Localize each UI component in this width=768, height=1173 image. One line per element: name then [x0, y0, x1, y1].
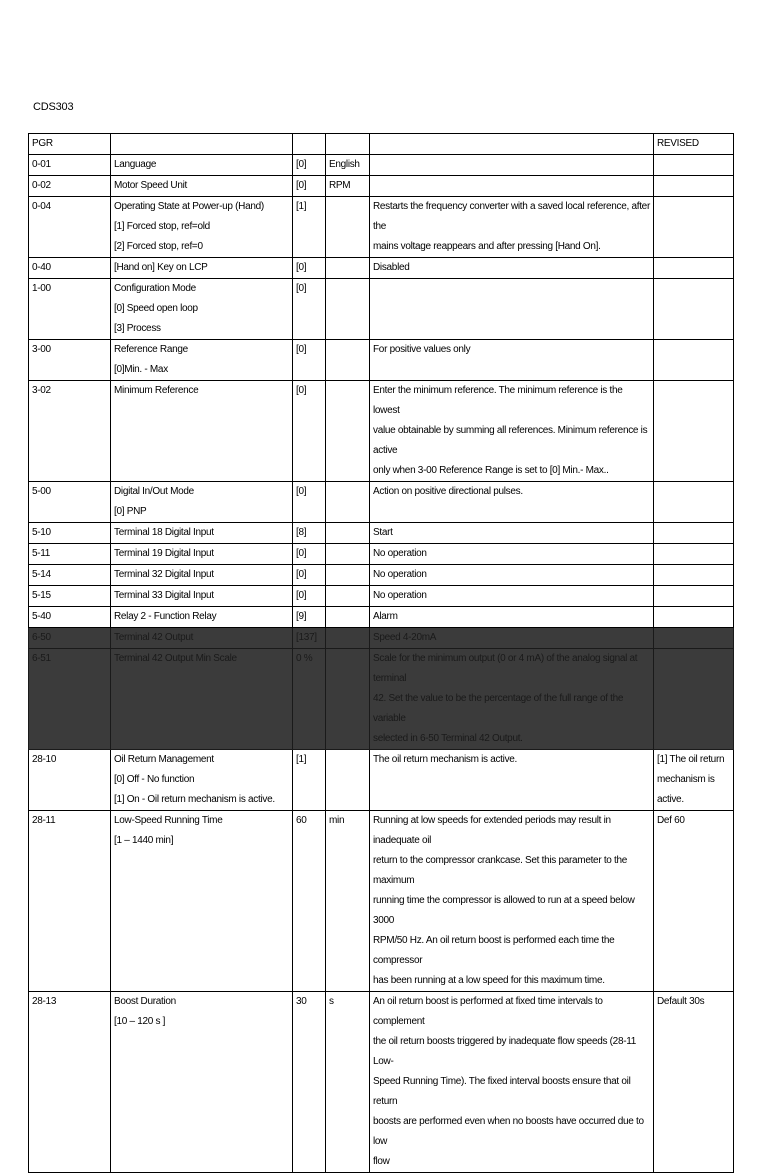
- pgr-cell: 0-40: [29, 258, 111, 279]
- notes-cell: [370, 176, 654, 197]
- notes-cell-line: the oil return boosts triggered by inadequate flow speeds (28-11 Low-: [373, 1036, 637, 1067]
- parameter-name-cell: [111, 628, 293, 649]
- parameter-name-cell: [111, 381, 293, 482]
- parameter-name-cell: [111, 992, 293, 1173]
- notes-cell-line: 42. Set the value to be the percentage of the full range of the variable: [373, 693, 624, 724]
- notes-cell-line: has been running at a low speed for this maximum time.: [373, 975, 605, 986]
- parameter-name-cell-line: Configuration Mode: [114, 283, 196, 294]
- notes-cell: [370, 649, 654, 750]
- revised-cell: [654, 279, 734, 340]
- notes-cell: [370, 340, 654, 381]
- pgr-cell: 5-14: [29, 565, 111, 586]
- revised-cell: [654, 750, 734, 811]
- unit-cell: min: [326, 811, 370, 992]
- parameter-table: [28, 133, 734, 1173]
- unit-cell: [326, 340, 370, 381]
- notes-cell: [370, 607, 654, 628]
- parameter-name-cell: [111, 155, 293, 176]
- table-row: [29, 992, 734, 1173]
- header-cell-value: [293, 134, 326, 155]
- parameter-name-cell-line: Terminal 42 Output Min Scale: [114, 653, 237, 664]
- parameter-name-cell: [111, 750, 293, 811]
- revised-cell: [654, 586, 734, 607]
- pgr-cell: 0-04: [29, 197, 111, 258]
- notes-cell-line: Start: [373, 527, 393, 538]
- notes-cell: [370, 544, 654, 565]
- notes-cell-line: Enter the minimum reference. The minimum reference is the lowest: [373, 385, 623, 416]
- parameter-name-cell-line: Terminal 19 Digital Input: [114, 548, 214, 559]
- unit-cell: [326, 544, 370, 565]
- notes-cell-line: No operation: [373, 569, 427, 580]
- parameter-name-cell-line: Boost Duration: [114, 996, 176, 1007]
- parameter-name-cell-line: [0] Off - No function: [114, 774, 195, 785]
- value-cell: 60: [293, 811, 326, 992]
- header-cell-notes: [370, 134, 654, 155]
- unit-cell: RPM: [326, 176, 370, 197]
- unit-cell: English: [326, 155, 370, 176]
- table-row: [29, 544, 734, 565]
- parameter-name-cell: [111, 258, 293, 279]
- revised-cell: [654, 340, 734, 381]
- notes-cell-line: Restarts the frequency converter with a saved local reference, after the: [373, 201, 650, 232]
- parameter-name-cell-line: [1 – 1440 min]: [114, 835, 174, 846]
- notes-cell: [370, 279, 654, 340]
- document-title: CDS303: [33, 101, 74, 113]
- table-row: [29, 811, 734, 992]
- unit-cell: [326, 649, 370, 750]
- parameter-name-cell-line: Terminal 32 Digital Input: [114, 569, 214, 580]
- value-cell: 30: [293, 992, 326, 1173]
- value-cell: [0]: [293, 482, 326, 523]
- revised-cell-line: active.: [657, 794, 684, 805]
- parameter-name-cell-line: Terminal 33 Digital Input: [114, 590, 214, 601]
- parameter-name-cell: [111, 176, 293, 197]
- table-row: [29, 197, 734, 258]
- parameter-name-cell-line: [Hand on] Key on LCP: [114, 262, 208, 273]
- header-cell-name: [111, 134, 293, 155]
- value-cell: [137]: [293, 628, 326, 649]
- parameter-name-cell-line: [10 – 120 s ]: [114, 1016, 166, 1027]
- notes-cell-line: return to the compressor crankcase. Set this parameter to the maximum: [373, 855, 628, 886]
- parameter-name-cell: [111, 279, 293, 340]
- notes-cell-line: RPM/50 Hz. An oil return boost is performed each time the compressor: [373, 935, 615, 966]
- table-row: [29, 482, 734, 523]
- unit-cell: [326, 381, 370, 482]
- unit-cell: [326, 750, 370, 811]
- revised-cell: [654, 628, 734, 649]
- value-cell: [0]: [293, 586, 326, 607]
- table-row: [29, 381, 734, 482]
- revised-cell: [654, 523, 734, 544]
- revised-cell: [654, 197, 734, 258]
- notes-cell: [370, 992, 654, 1173]
- parameter-name-cell: [111, 586, 293, 607]
- pgr-cell: 6-50: [29, 628, 111, 649]
- notes-cell-line: No operation: [373, 548, 427, 559]
- parameter-name-cell-line: Reference Range: [114, 344, 188, 355]
- pgr-cell: 3-00: [29, 340, 111, 381]
- parameter-name-cell-line: [1] Forced stop, ref=old: [114, 221, 210, 232]
- pgr-cell: 28-10: [29, 750, 111, 811]
- parameter-name-cell: [111, 482, 293, 523]
- revised-cell: [654, 155, 734, 176]
- table-row: [29, 155, 734, 176]
- unit-cell: [326, 565, 370, 586]
- pgr-cell: 5-40: [29, 607, 111, 628]
- table-row: [29, 649, 734, 750]
- pgr-cell: 28-11: [29, 811, 111, 992]
- revised-cell: [654, 258, 734, 279]
- parameter-name-cell: [111, 523, 293, 544]
- parameter-name-cell-line: [0] PNP: [114, 506, 147, 517]
- notes-cell: [370, 565, 654, 586]
- unit-cell: [326, 628, 370, 649]
- parameter-name-cell-line: [2] Forced stop, ref=0: [114, 241, 203, 252]
- value-cell: [0]: [293, 565, 326, 586]
- parameter-name-cell: [111, 811, 293, 992]
- unit-cell: [326, 586, 370, 607]
- revised-cell-line: Default 30s: [657, 996, 705, 1007]
- notes-cell-line: only when 3-00 Reference Range is set to [0] Min.- Max..: [373, 465, 609, 476]
- parameter-name-cell-line: Low-Speed Running Time: [114, 815, 223, 826]
- notes-cell-line: Action on positive directional pulses.: [373, 486, 523, 497]
- value-cell: [0]: [293, 340, 326, 381]
- unit-cell: [326, 607, 370, 628]
- value-cell: [0]: [293, 279, 326, 340]
- notes-cell-line: value obtainable by summing all references. Minimum reference is active: [373, 425, 648, 456]
- pgr-cell: 28-13: [29, 992, 111, 1173]
- value-cell: [1]: [293, 750, 326, 811]
- revised-cell-line: [1] The oil return: [657, 754, 725, 765]
- notes-cell-line: boosts are performed even when no boosts have occurred due to low: [373, 1116, 644, 1147]
- unit-cell: [326, 197, 370, 258]
- parameter-name-cell-line: Terminal 18 Digital Input: [114, 527, 214, 538]
- parameter-name-cell-line: Operating State at Power-up (Hand): [114, 201, 264, 212]
- revised-cell: [654, 381, 734, 482]
- unit-cell: [326, 482, 370, 523]
- pgr-cell: 5-00: [29, 482, 111, 523]
- notes-cell-line: For positive values only: [373, 344, 471, 355]
- value-cell: [0]: [293, 544, 326, 565]
- notes-cell: [370, 523, 654, 544]
- revised-cell: [654, 811, 734, 992]
- parameter-name-cell-line: [1] On - Oil return mechanism is active.: [114, 794, 275, 805]
- notes-cell-line: Speed 4-20mA: [373, 632, 437, 643]
- revised-cell: [654, 176, 734, 197]
- parameter-name-cell: [111, 565, 293, 586]
- table-row: [29, 258, 734, 279]
- notes-cell-line: No operation: [373, 590, 427, 601]
- notes-cell: [370, 482, 654, 523]
- revised-cell: [654, 544, 734, 565]
- value-cell: [0]: [293, 381, 326, 482]
- parameter-name-cell: [111, 340, 293, 381]
- notes-cell-line: Disabled: [373, 262, 410, 273]
- parameter-name-cell-line: [0] Speed open loop: [114, 303, 198, 314]
- unit-cell: [326, 279, 370, 340]
- notes-cell-line: running time the compressor is allowed to run at a speed below 3000: [373, 895, 635, 926]
- table-row: [29, 750, 734, 811]
- parameter-name-cell: [111, 607, 293, 628]
- revised-cell: [654, 607, 734, 628]
- revised-cell-line: Def 60: [657, 815, 685, 826]
- revised-cell: [654, 482, 734, 523]
- notes-cell: [370, 586, 654, 607]
- parameter-name-cell: [111, 649, 293, 750]
- header-cell-unit: [326, 134, 370, 155]
- notes-cell: [370, 381, 654, 482]
- header-cell-pgr: PGR: [29, 134, 111, 155]
- parameter-name-cell: [111, 544, 293, 565]
- parameter-name-cell-line: [0]Min. - Max: [114, 364, 168, 375]
- notes-cell: [370, 750, 654, 811]
- value-cell: [1]: [293, 197, 326, 258]
- table-row: [29, 607, 734, 628]
- parameter-name-cell-line: Oil Return Management: [114, 754, 214, 765]
- notes-cell: [370, 258, 654, 279]
- pgr-cell: 0-02: [29, 176, 111, 197]
- pgr-cell: 5-15: [29, 586, 111, 607]
- notes-cell-line: Scale for the minimum output (0 or 4 mA) of the analog signal at terminal: [373, 653, 638, 684]
- value-cell: [0]: [293, 155, 326, 176]
- unit-cell: s: [326, 992, 370, 1173]
- unit-cell: [326, 258, 370, 279]
- notes-cell: [370, 811, 654, 992]
- notes-cell-line: An oil return boost is performed at fixed time intervals to complement: [373, 996, 603, 1027]
- notes-cell-line: The oil return mechanism is active.: [373, 754, 518, 765]
- table-row: [29, 628, 734, 649]
- parameter-name-cell: [111, 197, 293, 258]
- table-row: [29, 340, 734, 381]
- parameter-name-cell-line: Digital In/Out Mode: [114, 486, 194, 497]
- pgr-cell: 5-10: [29, 523, 111, 544]
- table-header-row: [29, 134, 734, 155]
- notes-cell: [370, 628, 654, 649]
- notes-cell: [370, 155, 654, 176]
- value-cell: [0]: [293, 176, 326, 197]
- parameter-name-cell-line: Relay 2 - Function Relay: [114, 611, 217, 622]
- notes-cell-line: flow: [373, 1156, 390, 1167]
- pgr-cell: 3-02: [29, 381, 111, 482]
- pgr-cell: 1-00: [29, 279, 111, 340]
- parameter-name-cell-line: [3] Process: [114, 323, 161, 334]
- notes-cell-line: Speed Running Time). The fixed interval boosts ensure that oil return: [373, 1076, 631, 1107]
- pgr-cell: 0-01: [29, 155, 111, 176]
- revised-cell: [654, 649, 734, 750]
- value-cell: 0 %: [293, 649, 326, 750]
- header-cell-revised: REVISED: [654, 134, 734, 155]
- parameter-name-cell-line: Terminal 42 Output: [114, 632, 194, 643]
- parameter-name-cell-line: Language: [114, 159, 157, 170]
- notes-cell-line: selected in 6-50 Terminal 42 Output.: [373, 733, 523, 744]
- value-cell: [8]: [293, 523, 326, 544]
- revised-cell: [654, 565, 734, 586]
- parameter-name-cell-line: Minimum Reference: [114, 385, 199, 396]
- table-row: [29, 586, 734, 607]
- notes-cell-line: Running at low speeds for extended periods may result in inadequate oil: [373, 815, 611, 846]
- table-row: [29, 565, 734, 586]
- parameter-name-cell-line: Motor Speed Unit: [114, 180, 188, 191]
- table-row: [29, 176, 734, 197]
- value-cell: [9]: [293, 607, 326, 628]
- notes-cell: [370, 197, 654, 258]
- unit-cell: [326, 523, 370, 544]
- pgr-cell: 5-11: [29, 544, 111, 565]
- notes-cell-line: Alarm: [373, 611, 398, 622]
- table-row: [29, 279, 734, 340]
- revised-cell-line: mechanism is: [657, 774, 715, 785]
- pgr-cell: 6-51: [29, 649, 111, 750]
- notes-cell-line: mains voltage reappears and after pressing [Hand On].: [373, 241, 601, 252]
- value-cell: [0]: [293, 258, 326, 279]
- revised-cell: [654, 992, 734, 1173]
- table-row: [29, 523, 734, 544]
